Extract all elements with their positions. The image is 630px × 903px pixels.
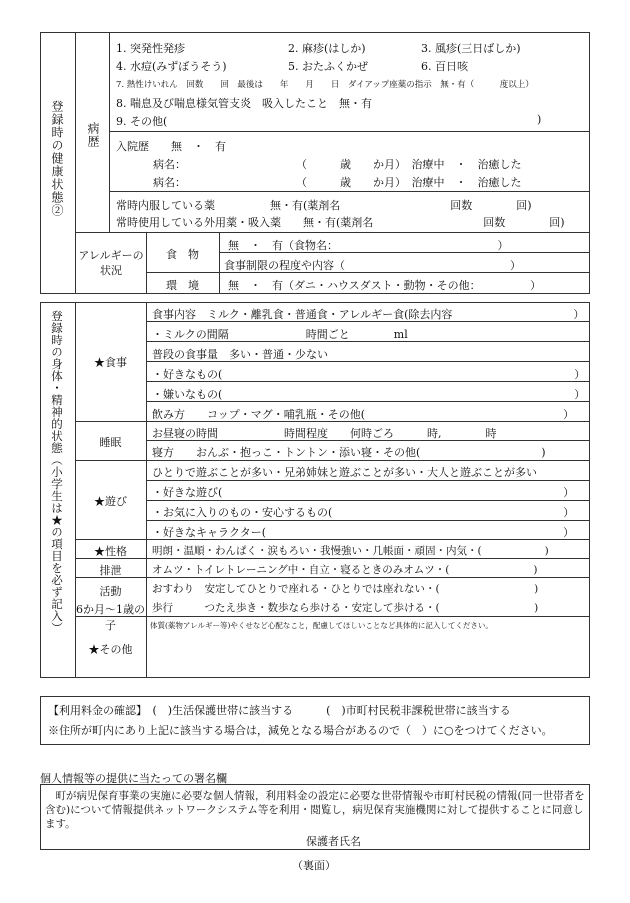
excretion-row: オムツ・トイレトレーニング中・自立・寝るときのみオムツ・( ) xyxy=(152,564,538,576)
food-restriction-row: 食事制限の程度や内容（ ） xyxy=(224,259,521,272)
disease-5: 5. おたふくかぜ xyxy=(288,60,368,73)
activity-age-note: 6か月～1歳の子 xyxy=(76,603,145,632)
meal-row-6: 飲み方 コップ・マグ・哺乳瓶・その他( ） xyxy=(152,408,575,421)
signature-consent-text: 町が病児保育事業の実施に必要な個人情報，利用料金の設定に必要な世帯情報や市町村民税の情報(同一世帯者を含む)について情報提供ネットワークシステム等を利用・閲覧し，病児保育実施機関に対して提供することに同意します。 xyxy=(45,790,585,830)
signature-heading: 個人情報等の提供に当たっての署名欄 xyxy=(40,772,227,785)
disease-name-row-1: 病名： （ 歳 か月） 治療中 ・ 治癒した xyxy=(153,158,522,171)
sleep-row-2: 寝方 おんぶ・抱っこ・トントン・添い寝・その他( ) xyxy=(152,446,546,459)
febrile-seizure-row: 7. 熱性けいれん 回数 回 最後は 年 月 日 ダイアップ座薬の指示 無・有（ 度以上） xyxy=(116,80,534,90)
guardian-name-label: 保護者氏名 xyxy=(306,835,361,848)
disease-6: 6. 百日咳 xyxy=(421,60,468,73)
disease-1: 1. 突発性発疹 xyxy=(116,42,185,55)
meal-row-1: 食事内容 ミルク・離乳食・普通食・アレルギー食(除去内容 ） xyxy=(152,308,585,321)
disease-name-row-2: 病名： （ 歳 か月） 治療中 ・ 治癒した xyxy=(153,176,522,189)
back-side-label: （裏面） xyxy=(292,859,336,872)
other-disease-close: ) xyxy=(537,113,542,126)
section1-title: 登録時の健康状態② xyxy=(50,100,64,217)
disease-3: 3. 風疹(三日ばしか) xyxy=(421,42,521,55)
play-row-3: ・お気に入りのもの・安心するもの( ） xyxy=(152,506,575,519)
section2-title: 登録時の身体・精神的状態（小学生は★の項目を必ず記入） xyxy=(50,310,64,634)
disease-2: 2. 麻疹(はしか) xyxy=(288,42,366,55)
food-label: 食 物 xyxy=(166,248,199,261)
fee-line-2: ※住所が町内にあり上記に該当する場合は，減免となる場合があるので（ ）に○をつけてください。 xyxy=(48,724,553,737)
meal-label: ★食事 xyxy=(94,356,127,369)
meal-row-4: ・好きなもの( ） xyxy=(152,368,586,381)
other-note: 体質(薬物アレルギー等)やくせなど心配なこと，配慮してほしいことなど具体的に記入してください。 xyxy=(150,621,493,630)
personality-row: 明朗・温順・わんぱく・涙もろい・我慢強い・几帳面・頑固・内気・( ) xyxy=(152,545,549,557)
sleep-row-1: お昼寝の時間 時間程度 何時ごろ 時, 時 xyxy=(152,427,497,440)
meal-row-3: 普段の食事量 多い・普通・少ない xyxy=(152,348,328,361)
allergy-label: アレルギーの状況 xyxy=(78,249,144,277)
activity-row-2: 歩行 つたえ歩き・数歩なら歩ける・安定して歩ける・( ) xyxy=(152,602,539,614)
play-row-1: ひとりで遊ぶことが多い・兄弟姉妹と遊ぶことが多い・大人と遊ぶことが多い xyxy=(152,466,537,479)
excretion-label: 排泄 xyxy=(99,564,122,577)
environment-label: 環 境 xyxy=(166,279,199,292)
activity-label: 活動 xyxy=(99,585,122,598)
play-label: ★遊び xyxy=(94,495,127,508)
sleep-label: 睡眠 xyxy=(99,436,122,449)
other-disease-row: 9. その他( xyxy=(116,115,168,128)
play-row-4: ・好きなキャラクター( ） xyxy=(152,526,575,539)
oral-medicine-row: 常時内服している薬 無・有(薬剤名 回数 回) xyxy=(116,199,532,212)
hospitalization-row: 入院歴 無 ・ 有 xyxy=(116,140,226,153)
history-label: 病歴 xyxy=(86,122,100,148)
activity-row-1: おすわり 安定してひとりで座れる・ひとりでは座れない・( ) xyxy=(152,583,539,595)
fee-line-1: 【利用料金の確認】 ( )生活保護世帯に該当する ( )市町村民税非課税世帯に該当する xyxy=(48,704,511,717)
meal-row-2: ・ミルクの間隔 時間ごと ml xyxy=(152,328,408,341)
environment-allergy-row: 無 ・ 有（ダニ・ハウスダスト・動物・その他： ） xyxy=(228,279,542,292)
topical-medicine-row: 常時使用している外用薬・吸入薬 無・有(薬剤名 回数 回) xyxy=(116,216,565,229)
food-allergy-row: 無 ・ 有（食物名： ） xyxy=(228,239,509,252)
meal-row-5: ・嫌いなもの( ） xyxy=(152,388,586,401)
asthma-row: 8. 喘息及び喘息様気管支炎 吸入したこと 無・有 xyxy=(116,97,372,110)
personality-label: ★性格 xyxy=(94,545,127,558)
disease-4: 4. 水痘(みずぼうそう) xyxy=(116,60,227,73)
play-row-2: ・好きな遊び( ） xyxy=(152,486,575,499)
other-label: ★その他 xyxy=(88,643,133,656)
